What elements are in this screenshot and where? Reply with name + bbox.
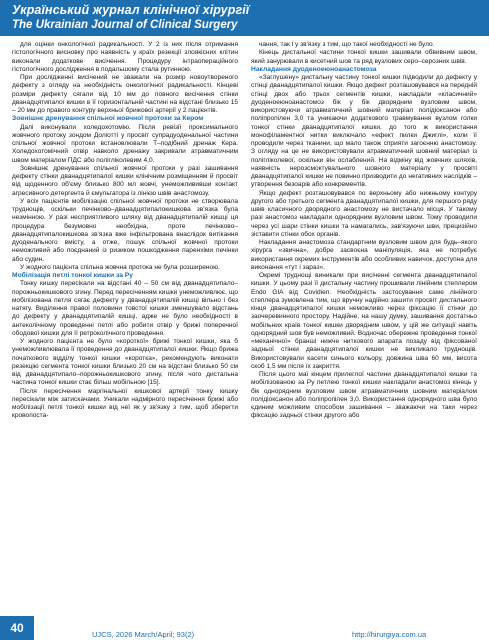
right-text-column [251,41,477,607]
journal-title-ua: Український журнал клінічної хірургії [12,3,250,17]
paragraph: Зовнішнє дренування спільної жовчної протоки у разі зашивання дефекту стінки дванадцятипалої кишки клінічним розміщенням й просвіт від щоденного об'єму близько 800 мл жовчі, унеможлививши контакт агресивного детергента й ємульгатора із лінією швів анастомозу. [12,164,238,197]
journal-title-en: The Ukrainian Journal of Clinical Surgery [12,19,238,31]
journal-header [0,0,489,36]
paragraph: Якщо дефект розташовувався по верхньому або нижньому контуру другого або третього сегмента дванадцятипалої кишки, для першого ряду швів класичного дворядного анастомозу не вистачало місця. У такому разі анастомоз накладали однорядним вузловим швом. Тому проводили через усі шари стінки кишки та намагались, зав'язуючи шви, прецизійно зіставити стінки обох органів. [251,189,477,238]
left-text-column [12,41,238,607]
page-number: 40 [0,616,34,640]
page-footer [0,612,489,640]
section-heading: Мобілізація петлі тонкої кишки за Ру [12,272,133,280]
paragraph: Накладання анастомоза стандартним вузловим швом для будь–якого хірурга «звична», добре засвоєна маніпуляція, яка не потребує використання окремих інструментів або особливих навичок, доступна для виконання «тут і зараз». [251,239,477,271]
paragraph: Далі виконували холедохотомію. Після ревізії проксимального жовчного протоку зондом Доліотті у просвіт супрадуоденальної частини спільної жовчної протоки встановлювали Т–подібний дренаж Кера. Холедохотомічний отвір навколо дренажу закривали атравматичним швом матеріалом ПДС або полігліколевим 4,0. [12,123,238,164]
paragraph: для оцінки онкологічної радикальності. У 2 із них після отримання гістологічного висновку про наявність у країх резекції злоякісних клітин виконали додаткове висічення. Процедуру інтраопераційного гістологічного дослідження в подальшому стала рутинною. [12,41,238,73]
journal-url[interactable]: http://hirurgiya.com.ua [352,630,427,639]
section-heading: Накладання дуоденоеюноанастомоза [251,65,377,73]
paragraph: У всіх пацієнтів мобілізацію спільної жовчної протоки не створювала труднощів, оскільки печінково–дванадцятипалокишкова зв'язка була незмінною. У разі несприятливого шляху від дванадцятипалій кишці ця процедура безумовно необхідна, проте печінково–дванадцятипалокишкова зв'язка вже інфільтрована внаслідок витікання дуоденального вмісту, а отже, пошук спільної жовчної протоки неможливий або поєднаний із ризиком пошкодження паренхіми печінки або судин. [12,197,238,263]
paragraph: При дослідженні висічений не зважали на розмір новоутвореного дефекту з огляду на необхідність онкологічної радикальності. Кінцеві розміри дефекту сягали від 10 мм до повного висічення стінки дванадцятипалої кишки в її горизонтальній частині на відстані близько 15 – 20 мм до правого контуру верхньої брижової артерії у 2 пацієнтів. [12,74,238,114]
paragraph: Тонку кишку пересікали на відстані 40 – 50 см від дванадцятипало–порожньокишкового згину. Перед пересіченням кишки унеможливлює, що мобілізована петля сягає дефекту у дванадцятипалій кишці вільно і без натягу. Виділення правої половини товстої кишки зменшувало відстань до дефекту у дванадцятипалій кишці, адже не було необхідності в антеколічному проведенні петлі або робити отвір у брижі поперечної ободової кишки для її ретроколічного проведення. [12,280,238,337]
paragraph: Після цього маї кінцем прилеглої частини дванадцятипалої кишки та мобілізованою за Ру петлею тонкої кишки накладали анастомоз кінець у бік однорядним вузловим швом атравматичним шовним матеріалом полідіоксанон або поліпропілен 3,0. Використання однорядного шва було єдиним можливим способом зашивання – зважаючи на таки через фіксацію задньої стінки другого або [251,371,477,420]
paragraph: чання, так і у зв'язку з тим, що такої необхідності не було. [259,41,435,48]
journal-citation: UJCS, 2026 March/April; 93(2) [92,630,195,639]
paragraph: Після пересічення маргінальної кишкової артерії тонку кишку пересікали між затискачами. Уникали надмірного пересічення брижі або мобілізації петлі тонкої кишки від неї як у зв'язку з тим, щоб зберегти кровопоста- [12,387,238,420]
paragraph: У жодного пацієнта спільна жовчна протока не була розширеною. [20,263,220,271]
section-heading: Зовнішнє дренування спільної жовчної протоки за Кером [12,115,204,123]
paragraph: Кінець дистальної частини тонкої кишки зашивали обвивним швом, який занурювали в кисетний шов та ряд вузлових серо–серозних швів. [251,49,477,65]
paragraph: «Заглушену» дистальну частину тонкої кишки підводили до дефекту у стінці дванадцятипалої кишки. Якщо дефект розташовувався на передній стінці двох або трьох сегментів кишки, накладали «класичний» дуоденоеюноанастомоз бік у бік дворядним вузловим швом, використовуючи атравматичний шовний матеріал полідіоксанон або поліпропілен 3,0 та уникаючи додаткового травмування вузлом голки тонкої стінки дванадцятипалої кишки, до того ж використання монофіламентної нитки виключало «ефект пилки Джиглі», коли її проводили через тканини, що мало також сприяти загоєнню анастомозу. З огляду на це не використовували атравматичний шовний матеріал із полігліколевої, оскільки він ослаблений. На відміну від жовчних шляхів, наявність нерозсмоктувального шовного матеріалу у просвіті дванадцятипалої кишки не повинно призводити до негативних наслідків – утворення безоарів або конкрементів. [251,74,477,189]
paragraph: У жодного пацієнта не було «короткої» брижі тонкої кишки, яка б унеможливлювала її проведення до дванадцятипалої кишки. Якщо брижа початкового відділу тонкої кишки «коротка», рекомендують виконати резекцію сегмента тонкої кишки близько 20 см на відстані близько 50 см від дванадцятипало–порожньокишкового згину, після чого дистальна частина тонкої кишки стає більш мобільною [15]. [12,338,238,387]
paragraph: Окремі труднощі виникали при висіченні сегмента дванадцятипалої кишки. У цьому разі її дистальну частину прошивали лінійним степлером Endo GIA від Covidien. Необхідність застосування саме лінійного степлера зумовлена тим, що вручну надійно зашити просвіт дистального кінця дванадцятипалої кишки неможливо через фіксацію її стінки до заочеревинного простору. Надійне, на нашу думку, зашивання достатньо мобільних країв тонкої кишки дворядним швом, у цій же ситуації навіть однорядний шов був неможливий. Водночас обережне проведення тонкої «механічної» бранші нижче ниткового апарата позаду від фіксованої задньої стінки дванадцятипалої кишки не викликало труднощів. Використовували касети синього кольору, довжина шва 60 мм, висота скоб 1,5 мм після їх закриття. [251,272,477,370]
